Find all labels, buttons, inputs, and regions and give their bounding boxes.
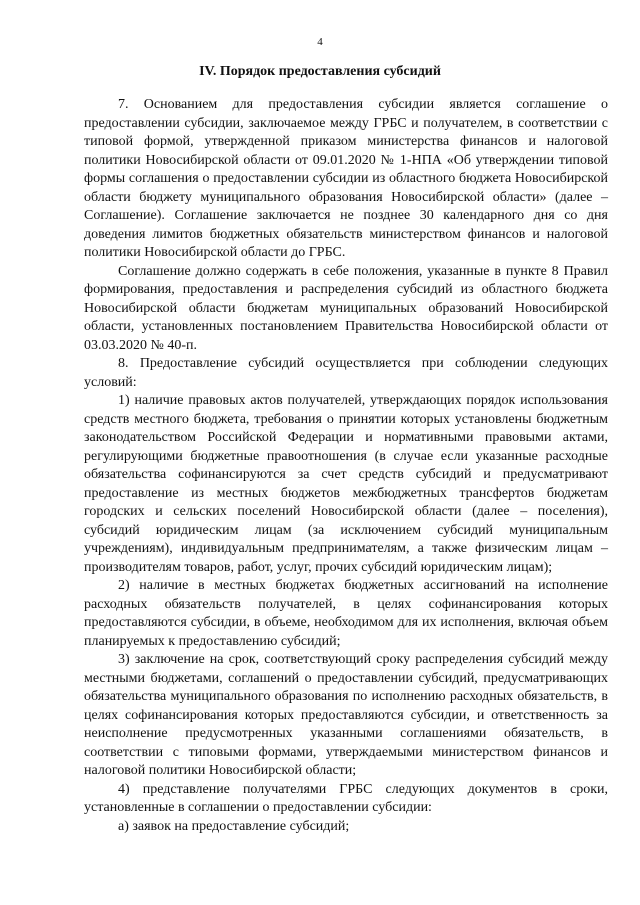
paragraph-subitem-a: а) заявок на предоставление субсидий; bbox=[118, 818, 350, 834]
paragraph-condition-2: 2) наличие в местных бюджетах бюджетных ассигнований на исполнение расходных обязательств получателей, в целях софинансирования которых предоставляются субсидии, в объеме, необходимом для их исполнения, включая объем планируемых к предоставлению субсидий; bbox=[84, 578, 608, 649]
page-number: 4 bbox=[317, 36, 323, 48]
paragraph-condition-4: 4) представление получателями ГРБС следующих документов в сроки, установленные в соглашении о предоставлении субсидии: bbox=[84, 781, 608, 815]
paragraph-clause-8: 8. Предоставление субсидий осуществляется при соблюдении следующих условий: bbox=[84, 356, 608, 390]
paragraph-agreement-content: Соглашение должно содержать в себе положения, указанные в пункте 8 Правил формирования, предоставления и распределения субсидий из областного бюджета Новосибирской области бюджетам муниципальных образований Новосибирской области, установленных постановлением Правительства Новосибирской области от 03.03.2020 № 40-п. bbox=[84, 263, 608, 353]
paragraph-condition-1: 1) наличие правовых актов получателей, утверждающих порядок использования средств местного бюджета, требования о принятии которых установлены бюджетным законодательством Российской Федерации и нормативными правовыми актами, регулирующими бюджетные правоотношения (в случае если указанные расходные обязательства софинансируются за счет средств субсидий и предусматривают предоставление из местных бюджетов межбюджетных трансфертов бюджетам городских и сельских поселений Новосибирской области (далее – поселения), субсидий юридическим лицам (за исключением субсидий муниципальным учреждениям), индивидуальным предпринимателям, а также физическим лицам – производителям товаров, работ, услуг, прочих субсидий юридическим лицам); bbox=[84, 393, 608, 575]
section-title: IV. Порядок предоставления субсидий bbox=[199, 64, 441, 79]
document-body bbox=[84, 96, 608, 836]
paragraph-clause-7: 7. Основанием для предоставления субсидии является соглашение о предоставлении субсидии, заключаемое между ГРБС и получателем, в соответствии с типовой формой, утвержденной приказом министерства финансов и налоговой политики Новосибирской области от 09.01.2020 № 1-НПА «Об утверждении типовой формы соглашения о предоставлении субсидии из областного бюджета Новосибирской области бюджету муниципального образования Новосибирской области» (далее – Соглашение). Соглашение заключается не позднее 30 календарного дня со дня доведения лимитов бюджетных обязательств министерством финансов и налоговой политики Новосибирской области до ГРБС. bbox=[84, 97, 608, 260]
paragraph-condition-3: 3) заключение на срок, соответствующий сроку распределения субсидий между местными бюджетами, соглашений о предоставлении субсидий, предусматривающих обязательства муниципального образования по исполнению расходных обязательств, в целях софинансирования которых предоставляются субсидии, и ответственность за неисполнение предусмотренных указанными соглашениями обязательств, в соответствии с типовыми формами, утверждаемыми министерством финансов и налоговой политики Новосибирской области; bbox=[84, 652, 608, 778]
